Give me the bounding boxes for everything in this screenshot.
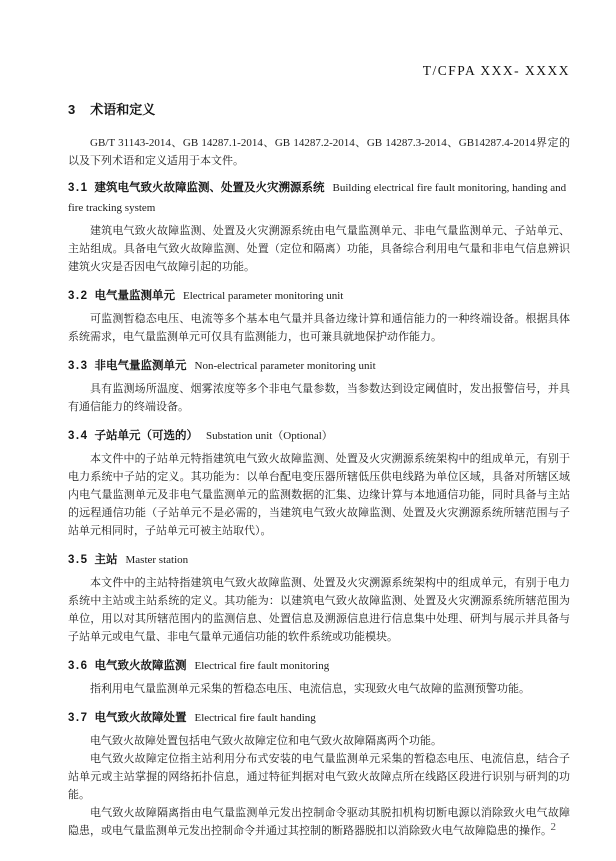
term-number: 3.3 (68, 360, 89, 372)
term-paragraph: 电气致火故障定位指主站利用分布式安装的电气量监测单元采集的暂稳态电压、电流信息，结合子站单元或主站掌握的网络拓扑信息，通过特征判据对电气致火故障点所在线路区段进行识别与研判的功能。 (68, 753, 570, 801)
term-number: 3.6 (68, 660, 89, 672)
term-title-zh: 主站 (94, 554, 118, 566)
term-title-zh: 子站单元（可选的） (94, 430, 198, 442)
term-number: 3.2 (68, 290, 89, 302)
term-paragraph: 指利用电气量监测单元采集的暂稳态电压、电流信息，实现致火电气故障的监测预警功能。 (90, 683, 530, 695)
term-title-zh: 非电气量监测单元 (94, 360, 187, 372)
term-heading (68, 356, 570, 376)
term-title-zh: 电气致火故障处置 (94, 712, 187, 724)
term-heading (68, 656, 570, 676)
term-heading (68, 550, 570, 570)
term-heading (68, 286, 570, 306)
term-3-5 (68, 550, 570, 646)
term-3-6 (68, 656, 570, 698)
term-3-2 (68, 286, 570, 346)
term-number: 3.4 (68, 430, 89, 442)
term-paragraph: 电气致火故障隔离指由电气量监测单元发出控制命令驱动其脱扣机构切断电源以消除致火电气故障隐患，或电气量监测单元发出控制命令并通过其控制的断路器脱扣以消除致火电气故障隐患的操作。 (68, 807, 570, 837)
term-paragraph: 本文件中的子站单元特指建筑电气致火故障监测、处置及火灾溯源系统架构中的组成单元，有别于电力系统中子站的定义。其功能为：以单台配电变压器所辖低压供电线路为单位区域，具备对所辖区域内电气量监测单元及非电气量监测单元的监测数据的汇集、边缘计算与本地通信功能，同时具备与主站的远程通信功能（子站单元不是必需的，当建筑电气致火故障监测、处置及火灾溯源系统所辖范围与子站单元相同时，子站单元可被主站取代）。 (68, 453, 570, 537)
term-title-zh: 电气致火故障监测 (94, 660, 187, 672)
term-title-zh: 建筑电气致火故障监测、处置及火灾溯源系统 (94, 182, 325, 194)
term-title-en: Electrical parameter monitoring unit (183, 290, 344, 302)
term-3-4 (68, 426, 570, 540)
term-3-7 (68, 708, 570, 840)
term-title-en: Substation unit（Optional） (206, 430, 333, 442)
term-number: 3.1 (68, 182, 89, 194)
term-paragraph: 电气致火故障处置包括电气致火故障定位和电气致火故障隔离两个功能。 (90, 735, 442, 747)
term-heading (68, 178, 570, 218)
section-title-text: 术语和定义 (90, 102, 156, 117)
term-heading (68, 708, 570, 728)
section-number: 3 (68, 102, 77, 117)
term-paragraph: 具有监测场所温度、烟雾浓度等多个非电气量参数，当参数达到设定阈值时，发出报警信号，并具有通信能力的终端设备。 (68, 383, 570, 413)
term-number: 3.5 (68, 554, 89, 566)
intro-paragraph: GB/T 31143-2014、GB 14287.1-2014、GB 14287.2-2014、GB 14287.3-2014、GB14287.4-2014界定的以及下列术语和定义适用于本文件。 (68, 137, 570, 167)
term-title-en: Master station (125, 554, 189, 566)
term-title-en: Non-electrical parameter monitoring unit (194, 360, 376, 372)
term-title-zh: 电气量监测单元 (94, 290, 175, 302)
term-number: 3.7 (68, 712, 89, 724)
term-3-3 (68, 356, 570, 416)
term-title-en: Electrical fire fault monitoring (194, 660, 330, 672)
term-paragraph: 本文件中的主站特指建筑电气致火故障监测、处置及火灾溯源系统架构中的组成单元，有别于电力系统中主站或主站系统的定义。其功能为：以建筑电气致火故障监测、处置及火灾溯源系统所辖范围为单位，用以对其所辖范围内的监测信息、处置信息及溯源信息进行信息集中处理、研判与展示并具备与子站单元或电气量、非电气量单元通信功能的软件系统或功能模块。 (68, 577, 570, 643)
term-paragraph: 建筑电气致火故障监测、处置及火灾溯源系统由电气量监测单元、非电气量监测单元、子站单元、主站组成。具备电气致火故障监测、处置（定位和隔离）功能，具备综合利用电气量和非电气信息辨识建筑火灾是否因电气故障引起的功能。 (68, 225, 570, 273)
page-number: 2 (550, 821, 556, 833)
term-3-1 (68, 178, 570, 276)
term-heading (68, 426, 570, 446)
standard-code-header: T/CFPA XXX- XXXX (422, 63, 570, 78)
term-title-en: Electrical fire fault handing (194, 712, 316, 724)
section-heading (68, 100, 570, 120)
term-title-en: Building electrical fire fault monitoring, handing and fire tracking system (68, 182, 567, 214)
term-paragraph: 可监测暂稳态电压、电流等多个基本电气量并具备边缘计算和通信能力的一种终端设备。根据具体系统需求，电气量监测单元可仅具有监测能力，也可兼具就地保护动作能力。 (68, 313, 570, 343)
